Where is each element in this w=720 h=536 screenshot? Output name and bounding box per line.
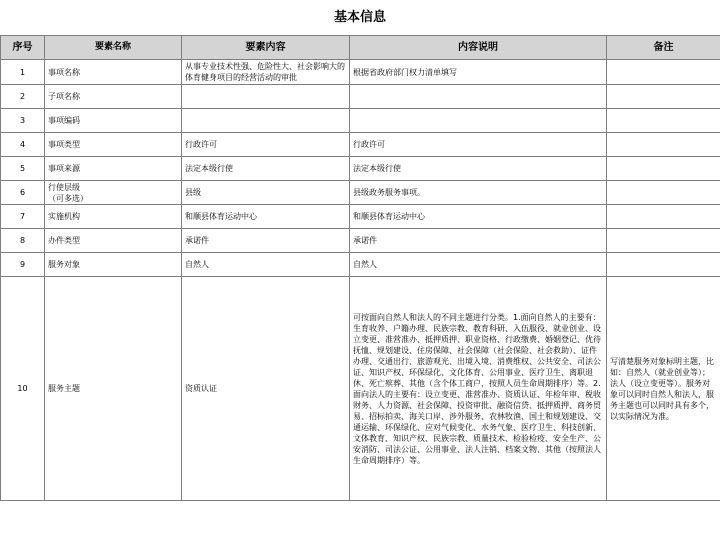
cell-content: 县级: [182, 181, 350, 205]
cell-desc: [350, 85, 607, 109]
basic-info-table: [0, 35, 720, 501]
cell-desc: 县级政务服务事项。: [350, 181, 607, 205]
cell-seq: 6: [1, 181, 45, 205]
cell-note: [607, 85, 720, 109]
cell-note: [607, 133, 720, 157]
cell-name: 实施机构: [45, 205, 182, 229]
cell-desc: 根据省政府部门权力清单填写: [350, 60, 607, 85]
cell-seq: 3: [1, 109, 45, 133]
cell-name: 办件类型: [45, 229, 182, 253]
cell-name: 事项类型: [45, 133, 182, 157]
header-note: 备注: [607, 36, 720, 60]
cell-name: 事项来源: [45, 157, 182, 181]
cell-note: [607, 109, 720, 133]
header-seq: 序号: [1, 36, 45, 60]
cell-note: [607, 253, 720, 277]
cell-content: 自然人: [182, 253, 350, 277]
cell-note: [607, 157, 720, 181]
cell-name: 服务主题: [45, 277, 182, 501]
table-row: [1, 205, 720, 229]
table-row: [1, 277, 720, 501]
cell-desc: 行政许可: [350, 133, 607, 157]
cell-desc: 自然人: [350, 253, 607, 277]
table-row: [1, 60, 720, 85]
cell-note: [607, 229, 720, 253]
cell-name: 子项名称: [45, 85, 182, 109]
cell-desc: 法定本级行使: [350, 157, 607, 181]
cell-seq: 4: [1, 133, 45, 157]
cell-content: [182, 85, 350, 109]
header-row: [1, 36, 720, 60]
cell-seq: 10: [1, 277, 45, 501]
cell-content: 和顺县体育运动中心: [182, 205, 350, 229]
cell-content: 行政许可: [182, 133, 350, 157]
table-row: [1, 229, 720, 253]
cell-content: 从事专业技术性强、危险性大、社会影响大的体育健身项目的经营活动的审批: [182, 60, 350, 85]
cell-content: [182, 109, 350, 133]
cell-desc: 承诺件: [350, 229, 607, 253]
cell-name: 事项编码: [45, 109, 182, 133]
cell-seq: 7: [1, 205, 45, 229]
cell-content: 法定本级行使: [182, 157, 350, 181]
cell-content: 资质认证: [182, 277, 350, 501]
cell-desc: [350, 109, 607, 133]
table-row: [1, 85, 720, 109]
cell-note: [607, 205, 720, 229]
header-content: 要素内容: [182, 36, 350, 60]
cell-seq: 1: [1, 60, 45, 85]
table-row: [1, 133, 720, 157]
header-name: 要素名称: [45, 36, 182, 60]
cell-note: [607, 60, 720, 85]
cell-name: 事项名称: [45, 60, 182, 85]
cell-note: 写清楚服务对象标明主题，比如：自然人（就业创业等）；法人（设立变更等）。服务对象可以同时自然人和法人，服务主题也可以同时具有多个，以实际情况为准。: [607, 277, 720, 501]
cell-name: 服务对象: [45, 253, 182, 277]
cell-desc: 和顺县体育运动中心: [350, 205, 607, 229]
page-title: 基本信息: [333, 10, 386, 25]
cell-name: 行使层级 （可多选）: [45, 181, 182, 205]
table-row: [1, 157, 720, 181]
cell-seq: 5: [1, 157, 45, 181]
cell-seq: 8: [1, 229, 45, 253]
cell-seq: 9: [1, 253, 45, 277]
cell-content: 承诺件: [182, 229, 350, 253]
table-row: [1, 181, 720, 205]
cell-desc: 可按面向自然人和法人的不同主题进行分类。1.面向自然人的主要有：生育收养、户籍办理、民族宗教、教育科研、入伍服役、就业创业、设立变更、准营准办、抵押质押、职业资格、行政缴费、婚姻登记、优待抚恤、规划建设、住房保障、社会保障（社会保险、社会救助）、证件办理、交通出行、旅游观光、出境入境、消费维权、公共安全、司法公证、知识产权、环保绿化、文化体育、公用事业、医疗卫生、离职退休、死亡殡葬、其他（含个体工商户，按照人员生命周期排序）等。2.面向法人的主要有：设立变更、准营准办、资质认证、年检年审、税收财务、人力资源、社会保障、投资审批、融资信贷、抵押质押、商务贸易、招标拍卖、海关口岸、涉外服务、农林牧渔、国土和规划建设、交通运输、环保绿化、应对气候变化、水务气象、医疗卫生、科技创新、文体教育、知识产权、民族宗教、质量技术、检验检疫、安全生产、公安消防、司法公证、公用事业、法人注销、档案文物、其他（按照法人生命周期排序）等。: [350, 277, 607, 501]
cell-seq: 2: [1, 85, 45, 109]
header-desc: 内容说明: [350, 36, 607, 60]
table-row: [1, 109, 720, 133]
cell-note: [607, 181, 720, 205]
table-row: [1, 253, 720, 277]
